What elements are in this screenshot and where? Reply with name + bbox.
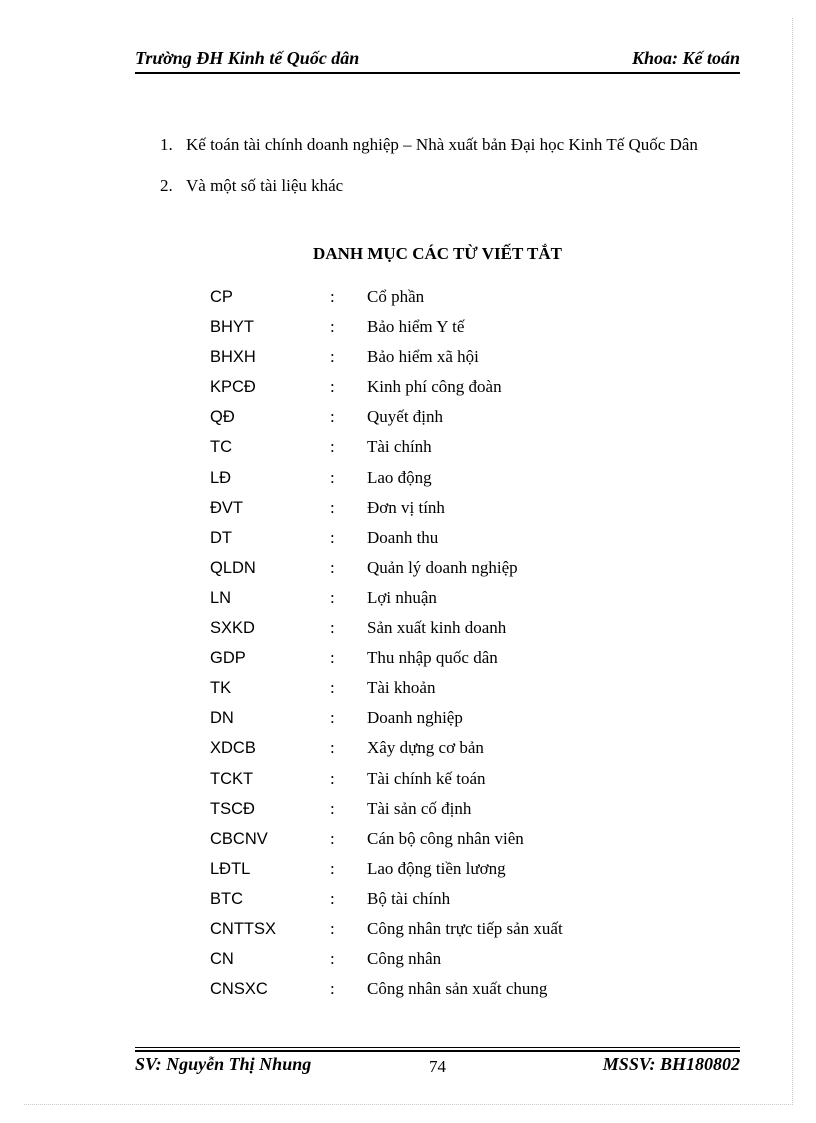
abbreviation-colon: : [330, 918, 335, 938]
abbreviation-table [210, 282, 740, 1004]
abbreviation-meaning: Công nhân [367, 949, 442, 969]
abbreviation-code: TK [210, 679, 232, 698]
abbreviation-colon: : [330, 979, 335, 999]
abbreviation-colon: : [330, 467, 335, 487]
abbreviation-row [210, 733, 740, 763]
abbreviation-colon: : [330, 798, 335, 818]
abbreviation-code: CN [210, 950, 234, 969]
abbreviation-code: CNTTSX [210, 919, 276, 938]
abbreviation-meaning: Bộ tài chính [367, 888, 451, 908]
abbreviation-colon: : [330, 678, 335, 698]
abbreviation-colon: : [330, 287, 335, 306]
abbreviation-meaning: Lợi nhuận [367, 587, 437, 607]
abbreviation-meaning: Quản lý doanh nghiệp [367, 557, 518, 577]
abbreviation-row [210, 794, 740, 824]
page-footer [135, 1054, 740, 1080]
abbreviation-code: GDP [210, 649, 246, 668]
abbreviation-colon: : [330, 738, 335, 758]
footer-student-name: SV: Nguyễn Thị Nhung [135, 1054, 312, 1074]
abbreviation-colon: : [330, 437, 335, 457]
abbreviation-meaning: Tài sản cố định [367, 798, 472, 818]
header-university: Trường ĐH Kinh tế Quốc dân [135, 48, 360, 68]
abbreviation-meaning: Tài khoản [367, 678, 436, 698]
abbreviation-row [210, 854, 740, 884]
abbreviation-row [210, 372, 740, 402]
page-number: 74 [429, 1057, 446, 1076]
abbreviation-code: DT [210, 528, 232, 547]
abbreviation-code: XDCB [210, 739, 256, 758]
abbreviation-colon: : [330, 317, 335, 337]
abbreviation-meaning: Đơn vị tính [367, 497, 445, 517]
abbreviation-colon: : [330, 768, 335, 788]
abbreviation-row [210, 764, 740, 794]
abbreviation-row [210, 432, 740, 462]
reference-text: Kế toán tài chính doanh nghiệp – Nhà xuất bản Đại học Kinh Tế Quốc Dân [186, 135, 698, 154]
abbreviation-code: TSCĐ [210, 799, 255, 818]
abbreviation-meaning: Bảo hiểm xã hội [367, 347, 479, 367]
abbreviation-row [210, 824, 740, 854]
abbreviation-colon: : [330, 858, 335, 878]
abbreviation-row [210, 342, 740, 372]
abbreviation-meaning: Xây dựng cơ bản [367, 738, 484, 758]
abbreviation-colon: : [330, 648, 335, 668]
abbreviation-row [210, 402, 740, 432]
abbreviation-colon: : [330, 828, 335, 848]
abbreviation-colon: : [330, 497, 335, 517]
abbreviation-row [210, 703, 740, 733]
abbreviation-row [210, 493, 740, 523]
abbreviation-code: ĐVT [210, 498, 243, 517]
reference-text: Và một số tài liệu khác [186, 176, 344, 195]
abbreviation-code: LĐTL [210, 859, 251, 878]
abbreviation-code: QĐ [210, 408, 235, 427]
abbreviation-code: CBCNV [210, 829, 268, 848]
reference-item [160, 128, 740, 161]
abbreviation-meaning: Tài chính [367, 437, 432, 457]
abbreviation-meaning: Sản xuất kinh doanh [367, 618, 507, 638]
abbreviation-meaning: Công nhân trực tiếp sản xuất [367, 918, 563, 938]
abbreviation-meaning: Cán bộ công nhân viên [367, 828, 524, 848]
abbreviation-code: BHXH [210, 348, 256, 367]
abbreviation-row [210, 553, 740, 583]
abbreviation-row [210, 643, 740, 673]
abbreviation-meaning: Lao động [367, 467, 432, 487]
abbreviation-code: BHYT [210, 318, 255, 337]
abbreviation-code: QLDN [210, 558, 256, 577]
abbreviation-colon: : [330, 618, 335, 638]
abbreviation-meaning: Cổ phần [367, 287, 425, 306]
abbreviation-code: CP [210, 288, 233, 306]
abbreviation-row [210, 613, 740, 643]
abbreviation-code: CNSXC [210, 980, 268, 999]
abbreviation-colon: : [330, 708, 335, 728]
abbreviation-colon: : [330, 347, 335, 367]
abbreviation-colon: : [330, 377, 335, 397]
abbreviation-row [210, 312, 740, 342]
abbreviation-row [210, 914, 740, 944]
footer-rule [135, 1050, 740, 1052]
reference-item [160, 169, 740, 202]
footer-rule [135, 1047, 740, 1048]
abbreviation-meaning: Công nhân sản xuất chung [367, 979, 548, 999]
page-header [135, 46, 740, 72]
abbreviation-row [210, 463, 740, 493]
abbreviation-colon: : [330, 527, 335, 547]
section-title: DANH MỤC CÁC TỪ VIẾT TẮT [313, 244, 562, 263]
abbreviation-row [210, 583, 740, 613]
abbreviation-code: KPCĐ [210, 378, 256, 397]
abbreviation-meaning: Doanh nghiệp [367, 708, 463, 728]
abbreviation-row [210, 523, 740, 553]
abbreviation-code: LĐ [210, 468, 232, 487]
abbreviation-row [210, 974, 740, 1004]
abbreviation-meaning: Bảo hiểm Y tế [367, 317, 465, 337]
abbreviation-meaning: Lao động tiền lương [367, 858, 506, 878]
abbreviation-code: LN [210, 588, 232, 607]
abbreviation-meaning: Quyết định [367, 407, 444, 427]
abbreviation-colon: : [330, 407, 335, 427]
abbreviation-meaning: Thu nhập quốc dân [367, 648, 498, 668]
abbreviation-meaning: Doanh thu [367, 527, 439, 547]
abbreviation-meaning: Kinh phí công đoàn [367, 377, 502, 397]
abbreviation-code: TCKT [210, 769, 254, 788]
abbreviation-meaning: Tài chính kế toán [367, 768, 486, 788]
abbreviation-colon: : [330, 949, 335, 969]
abbreviation-code: DN [210, 709, 234, 728]
footer-student-id: MSSV: BH180802 [602, 1054, 740, 1074]
abbreviation-code: SXKD [210, 619, 255, 638]
abbreviation-code: TC [210, 438, 232, 457]
abbreviation-colon: : [330, 587, 335, 607]
abbreviation-row [210, 282, 740, 312]
header-faculty: Khoa: Kế toán [631, 48, 740, 68]
abbreviation-colon: : [330, 557, 335, 577]
header-rule [135, 72, 740, 74]
abbreviation-code: BTC [210, 889, 243, 908]
abbreviation-row [210, 884, 740, 914]
reference-number: 2. [160, 176, 173, 195]
reference-list [160, 128, 740, 210]
abbreviation-colon: : [330, 888, 335, 908]
abbreviation-row [210, 673, 740, 703]
abbreviation-row [210, 944, 740, 974]
reference-number: 1. [160, 135, 173, 154]
